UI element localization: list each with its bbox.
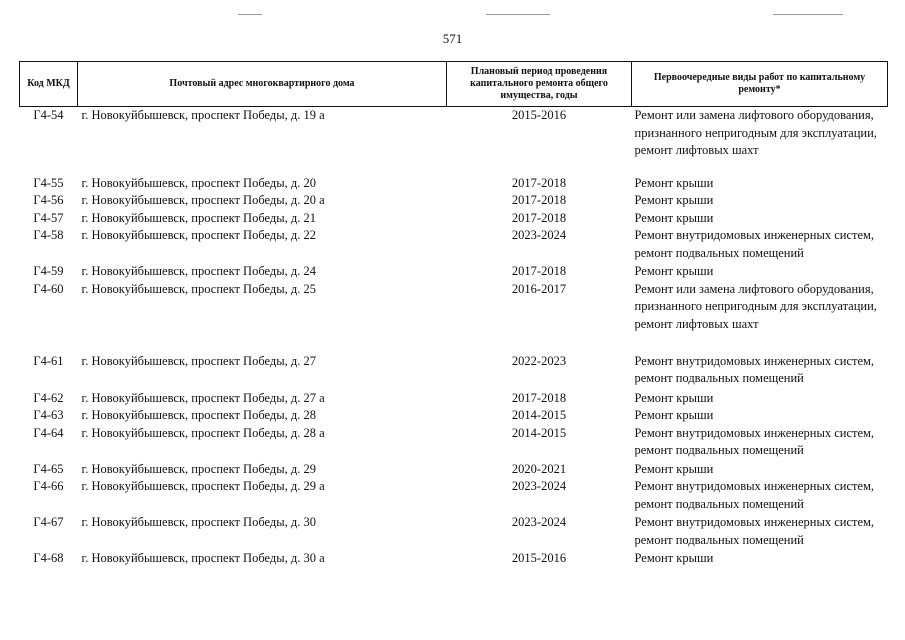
row-period: 2014-2015: [511, 425, 567, 440]
row-works: Ремонт внутридомовых инженерных систем, ремонт подвальных помещений: [634, 479, 875, 511]
row-period: 2017-2018: [511, 390, 567, 405]
row-period: 2017-2018: [511, 264, 567, 278]
header-period: Плановый период проведения капитального ремонта общего имущества, годы: [447, 62, 632, 107]
row-address: г. Новокуйбышевск, проспект Победы, д. 20 а: [81, 193, 325, 207]
row-code: Г4-64: [33, 425, 64, 440]
row-works: Ремонт крыши: [634, 408, 714, 422]
table-row: [20, 425, 888, 461]
row-code: Г4-59: [33, 264, 64, 278]
table-row: [20, 550, 888, 568]
page-number: 571: [442, 31, 463, 46]
row-period: 2017-2018: [511, 193, 567, 207]
row-works: Ремонт внутридомовых инженерных систем, ремонт подвальных помещений: [634, 425, 875, 457]
row-period: 2020-2021: [511, 461, 567, 476]
table-row: [20, 281, 888, 353]
row-works: Ремонт внутридомовых инженерных систем, ремонт подвальных помещений: [634, 353, 875, 385]
row-code: Г4-68: [33, 551, 64, 565]
row-works: Ремонт или замена лифтового оборудования, признанного непригодным для эксплуатации, ремонт лифтовых шахт: [634, 281, 877, 331]
row-period: 2023-2024: [511, 479, 567, 493]
row-works: Ремонт крыши: [634, 210, 714, 225]
row-address: г. Новокуйбышевск, проспект Победы, д. 28 а: [81, 425, 325, 440]
row-code: Г4-55: [33, 175, 64, 190]
table-row: [20, 192, 888, 210]
row-address: г. Новокуйбышевск, проспект Победы, д. 19 а: [81, 108, 325, 122]
scan-artifact-line: [486, 14, 550, 15]
row-address: г. Новокуйбышевск, проспект Победы, д. 22: [81, 228, 317, 242]
row-code: Г4-63: [33, 408, 64, 422]
row-works: Ремонт крыши: [634, 551, 714, 565]
row-works: Ремонт или замена лифтового оборудования, признанного непригодным для эксплуатации, ремонт лифтовых шахт: [634, 108, 877, 157]
row-code: Г4-62: [33, 390, 64, 405]
row-period: 2022-2023: [511, 353, 567, 368]
table-row: [20, 478, 888, 514]
row-code: Г4-65: [33, 461, 64, 476]
table-row: [20, 227, 888, 263]
row-address: г. Новокуйбышевск, проспект Победы, д. 21: [81, 210, 317, 225]
row-address: г. Новокуйбышевск, проспект Победы, д. 25: [81, 281, 317, 296]
scan-artifact-line: [773, 14, 843, 15]
row-period: 2017-2018: [511, 210, 567, 225]
row-address: г. Новокуйбышевск, проспект Победы, д. 29 а: [81, 479, 325, 493]
row-code: Г4-60: [33, 281, 64, 296]
table-row: [20, 353, 888, 390]
header-address: Почтовый адрес многоквартирного дома: [78, 62, 447, 107]
row-address: г. Новокуйбышевск, проспект Победы, д. 30: [81, 515, 317, 529]
row-works: Ремонт крыши: [634, 264, 714, 278]
row-address: г. Новокуйбышевск, проспект Победы, д. 27 а: [81, 390, 325, 405]
table-row: [20, 107, 888, 175]
row-works: Ремонт крыши: [634, 193, 714, 207]
row-address: г. Новокуйбышевск, проспект Победы, д. 24: [81, 264, 317, 278]
row-code: Г4-67: [33, 515, 64, 529]
row-address: г. Новокуйбышевск, проспект Победы, д. 28: [81, 408, 317, 422]
row-works: Ремонт внутридомовых инженерных систем, ремонт подвальных помещений: [634, 228, 875, 260]
table-row: [20, 407, 888, 425]
row-period: 2015-2016: [511, 108, 567, 122]
scan-artifact-line: [238, 14, 262, 15]
table-row: [20, 390, 888, 408]
row-works: Ремонт крыши: [634, 390, 714, 405]
row-address: г. Новокуйбышевск, проспект Победы, д. 20: [81, 175, 317, 190]
row-code: Г4-61: [33, 353, 64, 368]
table-row: [20, 175, 888, 193]
row-code: Г4-58: [33, 228, 64, 242]
row-works: Ремонт крыши: [634, 461, 714, 476]
header-row: [20, 62, 888, 107]
row-code: Г4-56: [33, 193, 64, 207]
table-row: [20, 514, 888, 550]
row-period: 2017-2018: [511, 175, 567, 190]
row-address: г. Новокуйбышевск, проспект Победы, д. 30 а: [81, 551, 325, 565]
table-row: [20, 461, 888, 479]
header-code: Код МКД: [20, 62, 78, 107]
row-code: Г4-57: [33, 210, 64, 225]
row-period: 2023-2024: [511, 515, 567, 529]
housing-repair-table: [19, 61, 888, 568]
row-period: 2016-2017: [511, 281, 567, 296]
row-period: 2015-2016: [511, 551, 567, 565]
header-works: Первоочередные виды работ по капитальному ремонту*: [632, 62, 888, 107]
table-body: [20, 107, 888, 568]
row-works: Ремонт крыши: [634, 175, 714, 190]
row-works: Ремонт внутридомовых инженерных систем, ремонт подвальных помещений: [634, 515, 875, 547]
table-header: [20, 62, 888, 107]
table-row: [20, 263, 888, 281]
row-code: Г4-54: [33, 108, 64, 122]
row-address: г. Новокуйбышевск, проспект Победы, д. 29: [81, 461, 317, 476]
row-code: Г4-66: [33, 479, 64, 493]
row-period: 2014-2015: [511, 408, 567, 422]
row-period: 2023-2024: [511, 228, 567, 242]
row-address: г. Новокуйбышевск, проспект Победы, д. 27: [81, 353, 317, 368]
table-row: [20, 210, 888, 228]
